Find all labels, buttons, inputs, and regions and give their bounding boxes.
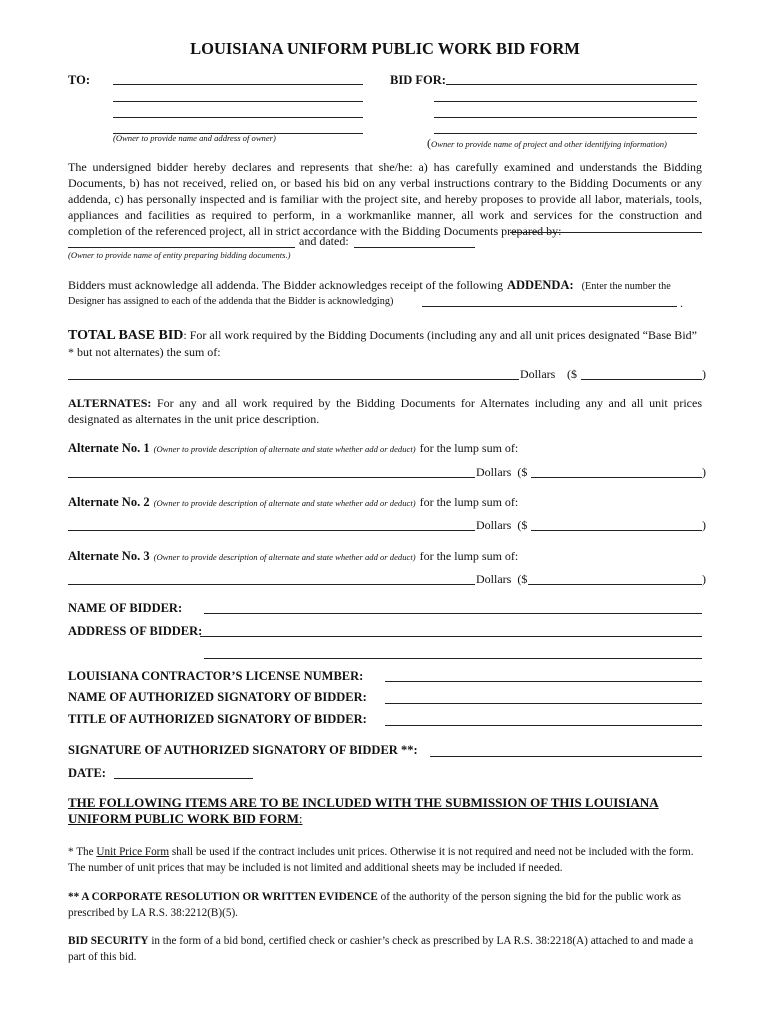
bid-for-label: BID FOR:: [390, 73, 446, 87]
base-bid-amount-line[interactable]: [581, 379, 702, 380]
license-label: LOUISIANA CONTRACTOR’S LICENSE NUMBER:: [68, 669, 364, 683]
alternate-3-words-line[interactable]: [68, 584, 475, 585]
addenda-period: .: [680, 296, 683, 310]
bidder-address-field-1[interactable]: [200, 636, 702, 637]
preparer-line-a[interactable]: [510, 232, 702, 233]
page-title: LOUISIANA UNIFORM PUBLIC WORK BID FORM: [190, 39, 580, 58]
total-base-bid-paragraph: TOTAL BASE BID: For all work required by the Bidding Documents (including any and all unit prices designated “Base Bid” * but not alternates) the sum of:: [68, 328, 697, 359]
project-line-3[interactable]: [434, 117, 697, 118]
alternate-1-amount-line[interactable]: [531, 477, 702, 478]
base-bid-dollars-label: Dollars: [520, 367, 556, 381]
alternate-1-row: Alternate No. 1 (Owner to provide description of alternate and state whether add or deduct) for the lump sum of:: [68, 441, 519, 455]
alternate-3-amount-line[interactable]: [528, 584, 702, 585]
project-note: (Owner to provide name of project and other identifying information): [427, 136, 667, 150]
addenda-line[interactable]: [422, 306, 677, 307]
base-bid-close-paren: ): [702, 367, 706, 381]
prepared-date-line[interactable]: [354, 247, 475, 248]
owner-note: (Owner to provide name and address of owner): [113, 133, 276, 143]
addenda-line-1: Bidders must acknowledge all addenda. The Bidder acknowledges receipt of the following ADDENDA: (Enter the number the: [68, 278, 671, 292]
unit-price-paragraph: * The Unit Price Form shall be used if the contract includes unit prices. Otherwise it is not required and need not be included with the form. The number of unit prices that may be included is not limited and additional sheets may be included if needed.: [68, 846, 694, 874]
unit-price-form-link[interactable]: Unit Price Form: [96, 846, 170, 858]
preparer-line-b[interactable]: [68, 247, 295, 248]
alternates-paragraph: ALTERNATES: For any and all work required by the Bidding Documents for Alternates including any and all unit prices designated as alternates in the unit price description.: [68, 396, 702, 426]
signature-field[interactable]: [430, 756, 702, 757]
signatory-name-label: NAME OF AUTHORIZED SIGNATORY OF BIDDER:: [68, 690, 367, 704]
license-field[interactable]: [385, 681, 702, 682]
project-line-1[interactable]: [446, 84, 697, 85]
owner-name-line-1[interactable]: [113, 84, 363, 85]
entity-note: (Owner to provide name of entity preparing bidding documents.): [68, 250, 291, 260]
alternate-1-words-line[interactable]: [68, 477, 475, 478]
bidder-name-field[interactable]: [204, 613, 702, 614]
signatory-title-field[interactable]: [385, 725, 702, 726]
alternate-3-row: Alternate No. 3 (Owner to provide description of alternate and state whether add or deduct) for the lump sum of:: [68, 549, 519, 563]
corporate-paragraph: ** A CORPORATE RESOLUTION OR WRITTEN EVIDENCE of the authority of the person signing the bid for the public work as prescribed by LA R.S. 38:2212(B)(5).: [68, 891, 682, 919]
and-dated-label: and dated:: [299, 234, 349, 248]
alternate-1-dollars: Dollars ($: [476, 465, 528, 479]
bidder-address-field-2[interactable]: [204, 658, 702, 659]
bid-security-paragraph: BID SECURITY in the form of a bid bond, certified check or cashier’s check as prescribed by LA R.S. 38:2218(A) attached to and made a part of this bid.: [68, 935, 694, 963]
bidder-name-label: NAME OF BIDDER:: [68, 601, 183, 615]
to-label: TO:: [68, 73, 90, 87]
addenda-note: Designer has assigned to each of the addenda that the Bidder is acknowledging): [68, 296, 394, 307]
bidder-address-label: ADDRESS OF BIDDER:: [68, 624, 203, 638]
declaration-paragraph: The undersigned bidder hereby declares and represents that she/he: a) has carefully examined and understands the Bidding Documents, b) has not received, relied on, or based his bid on any verbal instructions contrary to the Bidding Documents or any addenda, c) has personally inspected and is familiar with the project site, and hereby proposes to provide all labor, materials, tools, appliances and facilities as required to perform, in a workmanlike manner, all work and services for the construction and completion of the referenced project, all in strict accordance with the Bidding Documents prepared by:: [68, 160, 702, 238]
project-line-2[interactable]: [434, 101, 697, 102]
alternate-2-words-line[interactable]: [68, 530, 475, 531]
alternate-1-close-paren: ): [702, 465, 706, 479]
owner-name-line-2[interactable]: [113, 101, 363, 102]
signatory-name-field[interactable]: [385, 703, 702, 704]
signature-label: SIGNATURE OF AUTHORIZED SIGNATORY OF BIDDER **:: [68, 743, 418, 757]
date-label: DATE:: [68, 766, 106, 780]
submission-heading: THE FOLLOWING ITEMS ARE TO BE INCLUDED WITH THE SUBMISSION OF THIS LOUISIANA UNIFORM PUBLIC WORK BID FORM:: [68, 795, 659, 826]
alternate-2-row: Alternate No. 2 (Owner to provide description of alternate and state whether add or deduct) for the lump sum of:: [68, 495, 519, 509]
alternate-2-close-paren: ): [702, 518, 706, 532]
signatory-title-label: TITLE OF AUTHORIZED SIGNATORY OF BIDDER:: [68, 712, 367, 726]
date-field[interactable]: [114, 778, 253, 779]
alternate-3-dollars: Dollars ($: [476, 572, 528, 586]
owner-name-line-3[interactable]: [113, 117, 363, 118]
alternate-3-close-paren: ): [702, 572, 706, 586]
base-bid-dollar-sign: ($: [567, 367, 577, 381]
base-bid-words-line[interactable]: [68, 379, 519, 380]
alternate-2-dollars: Dollars ($: [476, 518, 528, 532]
alternate-2-amount-line[interactable]: [531, 530, 702, 531]
